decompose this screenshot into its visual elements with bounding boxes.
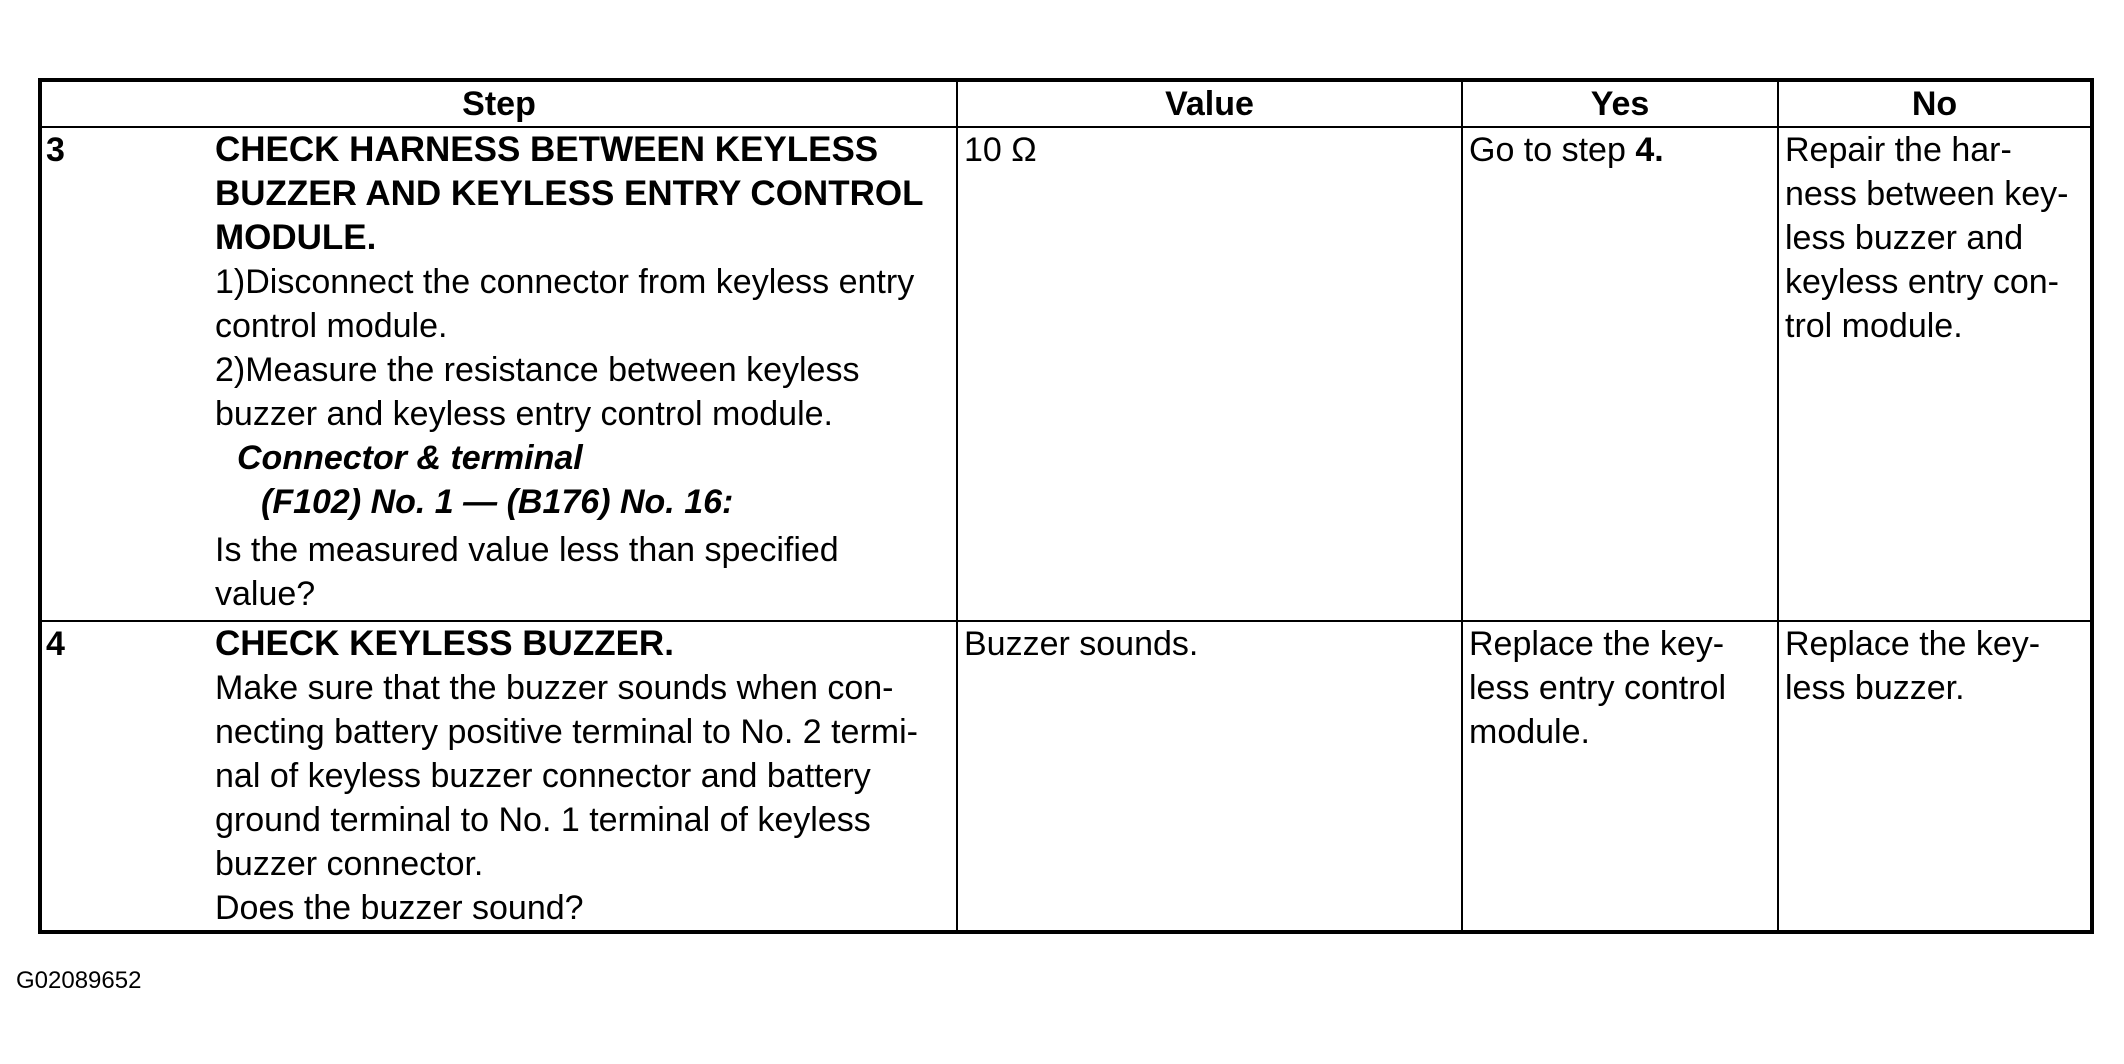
question-line: value? [215,575,316,613]
connector-spec-block [215,436,948,524]
no-line: less buzzer. [1785,669,1965,707]
no-line: Replace the key- [1785,625,2041,663]
no-line: Repair the har- [1785,131,2012,169]
header-step: Step [40,80,957,127]
diagnostic-table [38,78,2094,934]
step-instructions [215,260,948,436]
yes-step-ref: 4. [1635,131,1664,169]
step-number: 4 [46,625,65,663]
no-line: trol module. [1785,307,1963,345]
step-title-line: CHECK KEYLESS BUZZER. [215,624,674,663]
yes-line: less entry control [1469,669,1726,707]
yes-line: Replace the key- [1469,625,1725,663]
step-body [215,128,956,616]
step-title-line: CHECK HARNESS BETWEEN KEYLESS [215,130,879,169]
instruction-line: 2)Measure the resistance between keyless [215,351,860,389]
step-question [215,528,948,616]
yes-prefix: Go to step [1469,131,1636,169]
step-cell [40,621,957,932]
step-title [215,128,948,260]
no-line: ness between key- [1785,175,2069,213]
header-yes: Yes [1462,80,1778,127]
instruction-line: buzzer connector. [215,845,484,883]
step-title [215,622,948,666]
no-cell [1778,127,2092,621]
instruction-line: buzzer and keyless entry control module. [215,395,833,433]
instruction-line: Make sure that the buzzer sounds when con- [215,669,894,707]
no-line: keyless entry con- [1785,263,2059,301]
yes-text [1463,622,1777,754]
table-row [40,621,2092,932]
table-row [40,127,2092,621]
yes-text [1463,128,1777,172]
value-text: Buzzer sounds. [964,625,1199,663]
header-value: Value [957,80,1462,127]
instruction-line: 1)Disconnect the connector from keyless entry [215,263,915,301]
instruction-line: nal of keyless buzzer connector and battery [215,757,871,795]
connector-title: Connector & terminal [237,439,583,477]
header-no: No [1778,80,2092,127]
step-instructions [215,666,948,930]
no-cell [1778,621,2092,932]
step-title-line: MODULE. [215,218,377,257]
value-text: 10 Ω [964,131,1037,169]
instruction-line: ground terminal to No. 1 terminal of keyless [215,801,871,839]
yes-line: module. [1469,713,1590,751]
yes-cell [1462,127,1778,621]
instruction-line: necting battery positive terminal to No. 2 termi- [215,713,918,751]
value-cell [957,621,1462,932]
question-line: Is the measured value less than specified [215,531,839,569]
header-row [40,80,2092,127]
step-title-line: BUZZER AND KEYLESS ENTRY CONTROL [215,174,924,213]
figure-code: G02089652 [16,967,142,994]
no-text [1779,128,2090,348]
instruction-line: control module. [215,307,448,345]
no-line: less buzzer and [1785,219,2024,257]
step-body [215,622,956,930]
value-cell [957,127,1462,621]
instruction-line: Does the buzzer sound? [215,889,584,927]
no-text [1779,622,2090,710]
yes-cell [1462,621,1778,932]
connector-terminal-spec: (F102) No. 1 — (B176) No. 16: [261,483,734,521]
step-cell [40,127,957,621]
step-number: 3 [46,131,65,169]
